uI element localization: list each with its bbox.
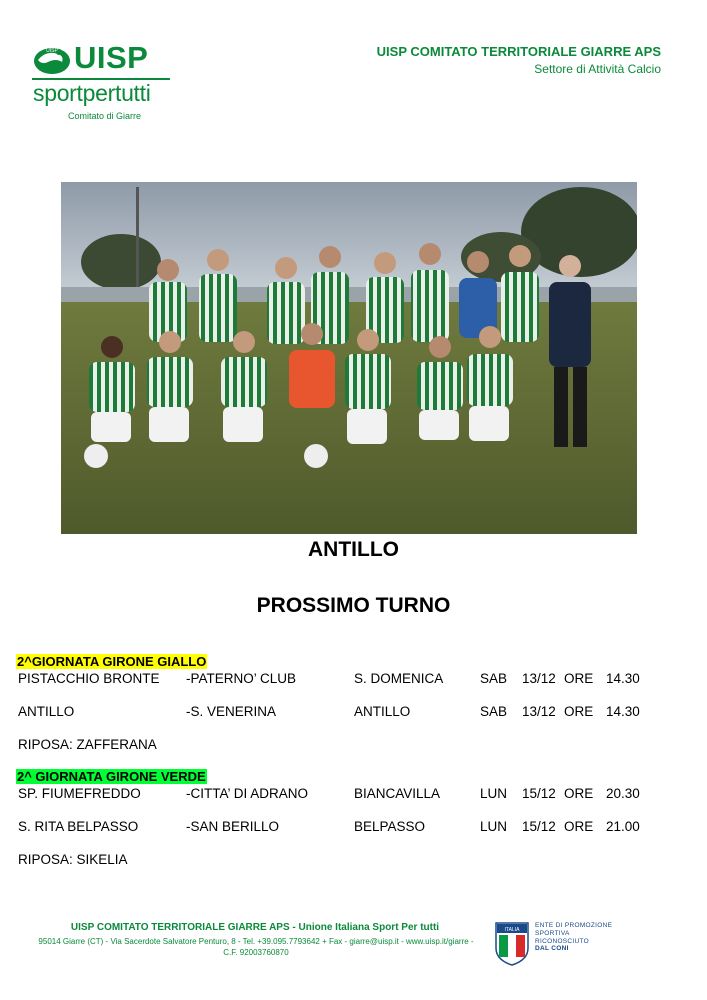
venue: BIANCAVILLA xyxy=(354,786,441,801)
ore-label: ORE xyxy=(564,819,594,834)
header-title: UISP COMITATO TERRITORIALE GIARRE APS xyxy=(376,44,661,59)
match-row xyxy=(18,671,678,689)
match-time: 20.30 xyxy=(606,786,640,801)
header-subtitle: Settore di Attività Calcio xyxy=(534,62,661,76)
coni-recognition-text: ENTE DI PROMOZIONE SPORTIVA RICONOSCIUTO DAL CONI xyxy=(535,922,613,953)
match-day: LUN xyxy=(480,819,508,834)
match-row xyxy=(18,786,678,804)
home-team: ANTILLO xyxy=(18,704,75,719)
rest-team: RIPOSA: SIKELIA xyxy=(18,852,128,867)
match-row xyxy=(18,819,678,837)
away-team: -SAN BERILLO xyxy=(186,819,280,834)
logo-tagline: sportpertutti xyxy=(33,80,151,106)
away-team: -CITTA’ DI ADRANO xyxy=(186,786,309,801)
home-team: SP. FIUMEFREDDO xyxy=(18,786,141,801)
away-team: -S. VENERINA xyxy=(186,704,277,719)
svg-text:UISP: UISP xyxy=(46,48,58,54)
match-time: 14.30 xyxy=(606,704,640,719)
home-team: S. RITA BELPASSO xyxy=(18,819,139,834)
uisp-logo xyxy=(32,40,177,125)
team-name: ANTILLO xyxy=(308,538,399,561)
match-row xyxy=(18,704,678,722)
footer-title: UISP COMITATO TERRITORIALE GIARRE APS - Unione Italiana Sport Per tutti xyxy=(70,922,440,933)
logo-brand: UISP xyxy=(74,40,149,75)
match-day: SAB xyxy=(480,704,508,719)
footer-address: 95014 Giarre (CT) - Via Sacerdote Salvatore Penturo, 8 - Tel. +39.095.7793642 + Fax - giarre@uisp.it - www.uisp.it/giarre - C.F. 92003760870 xyxy=(38,937,474,958)
coni-badge xyxy=(495,920,615,968)
rest-row xyxy=(18,852,678,870)
coni-country: ITALIA xyxy=(504,927,520,933)
match-time: 14.30 xyxy=(606,671,640,686)
match-day: LUN xyxy=(480,786,508,801)
rest-row xyxy=(18,737,678,755)
ore-label: ORE xyxy=(564,704,594,719)
match-date: 13/12 xyxy=(522,704,556,719)
team-photo xyxy=(61,182,637,534)
next-round-title: PROSSIMO TURNO xyxy=(256,594,451,617)
group-label-verde xyxy=(16,769,207,784)
ore-label: ORE xyxy=(564,671,594,686)
italia-shield-icon xyxy=(495,922,529,966)
match-time: 21.00 xyxy=(606,819,640,834)
venue: ANTILLO xyxy=(354,704,411,719)
uisp-runner-icon xyxy=(32,44,72,76)
match-date: 13/12 xyxy=(522,671,556,686)
group-label: 2^GIORNATA GIRONE GIALLO xyxy=(17,654,207,669)
match-day: SAB xyxy=(480,671,508,686)
match-date: 15/12 xyxy=(522,819,556,834)
venue: BELPASSO xyxy=(354,819,426,834)
group-label: 2^ GIORNATA GIRONE VERDE xyxy=(17,769,206,784)
match-date: 15/12 xyxy=(522,786,556,801)
home-team: PISTACCHIO BRONTE xyxy=(18,671,160,686)
logo-committee: Comitato di Giarre xyxy=(68,111,142,121)
rest-team: RIPOSA: ZAFFERANA xyxy=(18,737,157,752)
ore-label: ORE xyxy=(564,786,594,801)
group-label-giallo xyxy=(16,654,207,669)
away-team: -PATERNO’ CLUB xyxy=(186,671,297,686)
venue: S. DOMENICA xyxy=(354,671,444,686)
